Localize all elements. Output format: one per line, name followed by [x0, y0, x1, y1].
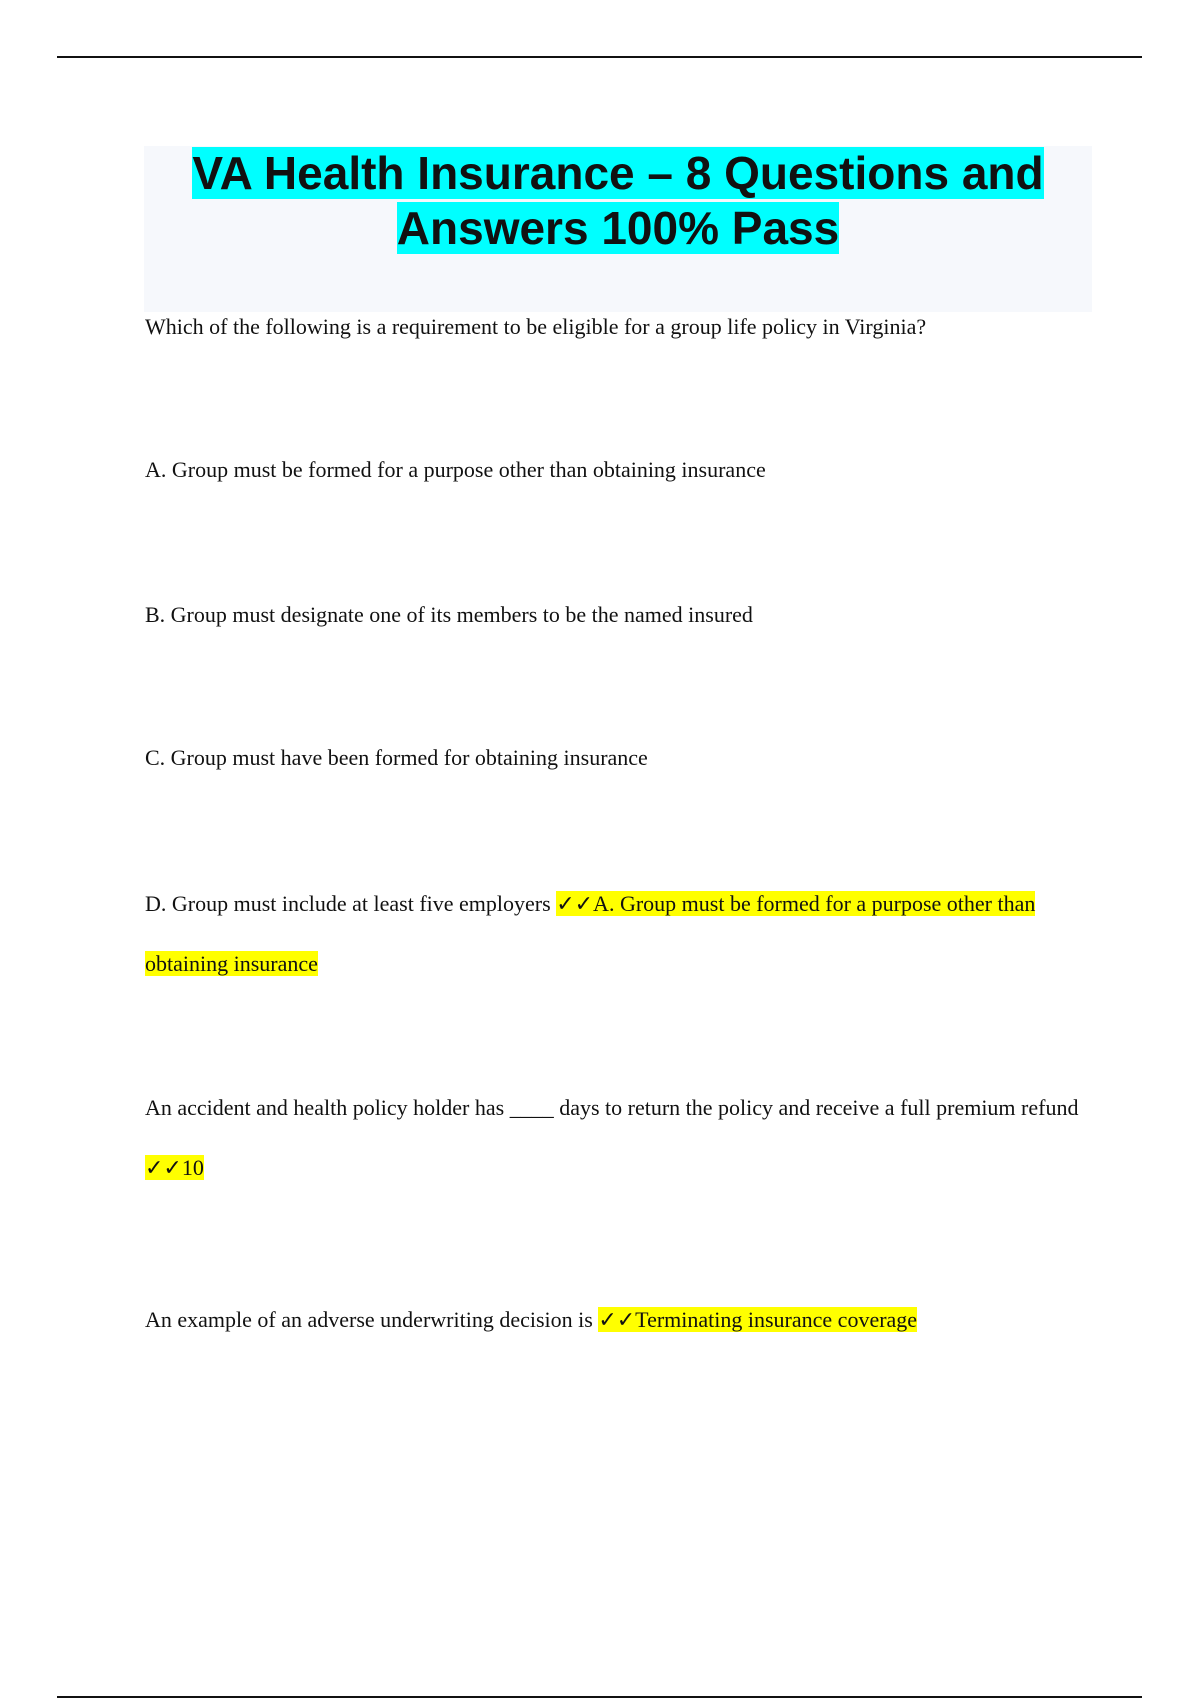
option-d-text: D. Group must include at least five employers	[145, 891, 551, 916]
answer-highlight: ✓✓Terminating insurance coverage	[598, 1307, 918, 1332]
option-b-text: B. Group must designate one of its members to be the named insured	[145, 602, 753, 627]
question-1-option-d	[145, 874, 1085, 994]
question-1-text: Which of the following is a requirement to be eligible for a group life policy in Virginia?	[145, 314, 927, 339]
bottom-rule	[57, 1696, 1142, 1698]
top-rule	[57, 56, 1142, 58]
question-1-option-c	[145, 728, 1085, 788]
answer-highlight: ✓✓A. Group must be formed for a purpose other than obtaining insurance	[145, 891, 1036, 976]
document-title	[144, 146, 1092, 256]
question-3	[145, 1290, 1085, 1350]
question-3-text: An example of an adverse underwriting decision is	[145, 1307, 593, 1332]
question-1-option-b	[145, 585, 1085, 645]
question-2-text: An accident and health policy holder has ____ days to return the policy and receive a full premium refund	[145, 1095, 1079, 1120]
option-c-text: C. Group must have been formed for obtaining insurance	[145, 745, 648, 770]
question-1-option-a	[145, 440, 1085, 500]
title-highlight: VA Health Insurance – 8 Questions and Answers 100% Pass	[192, 147, 1044, 254]
question-1	[145, 297, 1085, 357]
question-2	[145, 1078, 1085, 1198]
option-a-text: A. Group must be formed for a purpose other than obtaining insurance	[145, 457, 766, 482]
answer-highlight: ✓✓10	[145, 1155, 204, 1180]
